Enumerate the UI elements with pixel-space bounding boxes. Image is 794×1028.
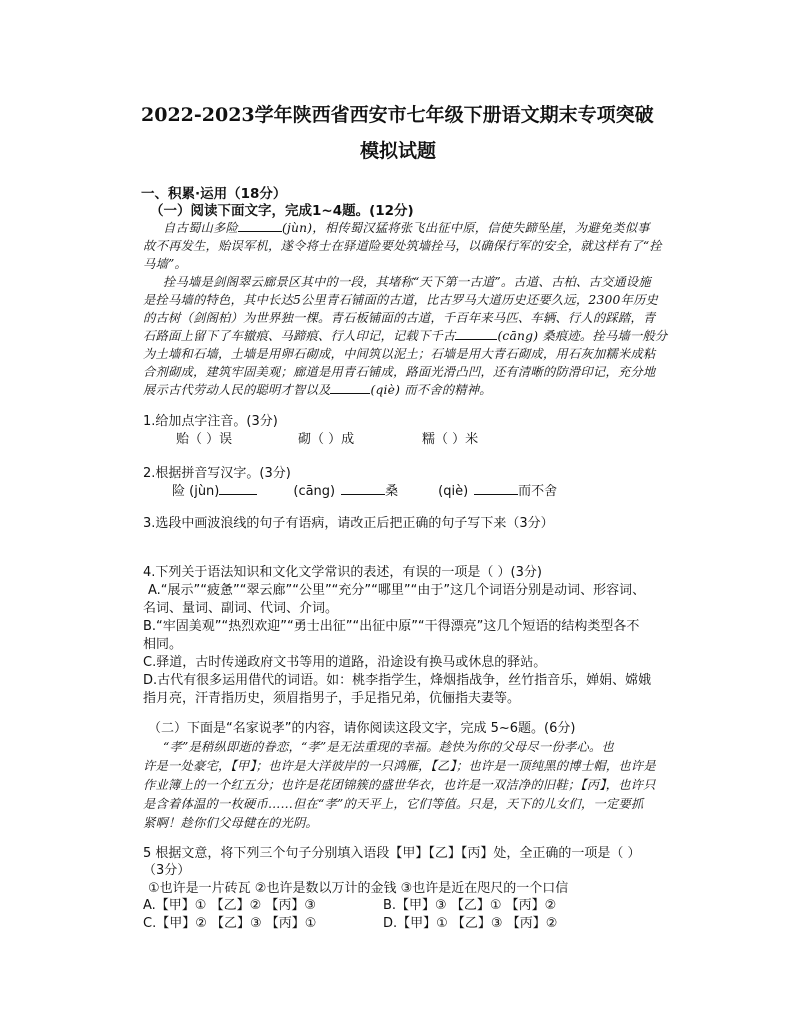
choice-a[interactable]: A.【甲】① 【乙】② 【丙】③ <box>143 898 317 913</box>
passage-line: 作业簿上的一个红五分；也许是花团锦簇的盛世华衣，也许是一双洁净的旧鞋；【丙】，也许只 <box>143 778 656 792</box>
question-stem: 1.给加点字注音。(3分) <box>143 414 278 429</box>
answer-blank[interactable] <box>219 482 257 495</box>
write-hanzi-row: 险 (jùn) (cāng) 桑 (qiè) 而不舍 <box>172 484 558 499</box>
passage-line: 是拴马墙的特色，其中长达5公里青石铺面的古道，比古罗马大道历史还要久远，2300年历史 <box>143 293 659 307</box>
question-stem: 5 根据文意，将下列三个句子分别填入语段【甲】【乙】【丙】处，全正确的一项是（ ） <box>143 846 641 861</box>
passage-line: 马墙”。 <box>143 257 187 271</box>
passage-line: “孝”是稍纵即逝的眷恋，“孝”是无法重现的幸福。趁快为你的父母尽一份孝心。也 <box>163 740 614 754</box>
passage-line: 合剂砌成，建筑牢固美观；廊道是用青石铺成，路面光滑凸凹，还有清晰的防滑印记，充分地 <box>143 365 656 379</box>
passage-line: 许是一处豪宅，【甲】；也许是大洋彼岸的一只鸿雁，【乙】；也许是一顶纯黑的博士帽，也许是 <box>143 759 656 773</box>
option-a: A.“展示”“疲惫”“翠云廊”“公里”“充分”“哪里”“由于”这几个词语分别是动词、形容词、 <box>148 583 646 598</box>
choice-b[interactable]: B.【甲】③ 【乙】① 【丙】② <box>383 898 557 913</box>
pinyin-item: 贻（ ）误 <box>176 432 233 447</box>
option-d: D.古代有很多运用借代的词语。如：桃李指学生，烽烟指战争，丝竹指音乐，婵娟、嫦娥 <box>143 673 652 688</box>
passage-line: 是含着体温的一枚硬币……但在“孝”的天平上，它们等值。只是，天下的儿女们，一定要抓 <box>143 797 644 811</box>
part1-heading: （一）阅读下面文字，完成1~4题。(12分) <box>150 203 414 219</box>
option-b: B.“牢固美观”“热烈欢迎”“勇士出征”“出征中原”“干得漂亮”这几个短语的结构类型各不 <box>143 619 640 634</box>
option-a-cont: 名词、量词、副词、代词、介词。 <box>143 601 339 616</box>
answer-blank[interactable] <box>474 482 518 495</box>
pinyin-item: 糯（ ）米 <box>422 432 479 447</box>
passage-line: 为土墙和石墙，土墙是用卵石砌成，中间筑以泥土；石墙是用大青石砌成，用石灰加糯米成粘 <box>143 347 656 361</box>
passage-line: 的古树（剑阁柏）为世界独一棵。青石板铺面的古道，千百年来马匹、车辆、行人的踩踏，青 <box>143 311 656 325</box>
answer-blank[interactable] <box>330 381 370 394</box>
passage-line: 展示古代劳动人民的聪明才智以及 (qiè) 而不舍的精神。 <box>143 383 492 397</box>
passage-line: 故不再发生，贻误军机，遂令将士在驿道险要处筑墙拴马，以确保行军的安全，就这样有了“拴 <box>143 239 662 253</box>
question-stem-cont: （3分） <box>143 863 191 878</box>
answer-blank[interactable] <box>341 482 385 495</box>
question-stem: 4.下列关于语法知识和文化文学常识的表述，有误的一项是（ ）(3分) <box>143 565 542 580</box>
answer-blank[interactable] <box>455 327 497 340</box>
section-heading: 一、积累·运用（18分） <box>141 186 287 202</box>
passage-line: 石路面上留下了车辙痕、马蹄痕、行人印记，记载下千古 (cāng) 桑痕迹。拴马墙一般分 <box>143 329 668 343</box>
pinyin-item: 砌（ ）成 <box>298 432 355 447</box>
question-stem: 2.根据拼音写汉字。(3分) <box>143 466 291 481</box>
option-b-cont: 相同。 <box>143 637 183 652</box>
passage-line: 自古蜀山多险 (jùn)，相传蜀汉猛将张飞出征中原，信使失蹄坠崖，为避免类似事 <box>163 221 650 235</box>
sentence-options: ①也许是一片砖瓦 ②也许是数以万计的金钱 ③也许是近在咫尺的一个口信 <box>148 881 569 896</box>
option-d-cont: 指月亮，汗青指历史，须眉指男子，手足指兄弟，伉俪指夫妻等。 <box>143 691 521 706</box>
passage-line: 紧啊！趁你们父母健在的光阴。 <box>143 816 318 830</box>
choice-d[interactable]: D.【甲】① 【乙】③ 【丙】② <box>383 916 558 931</box>
answer-blank[interactable] <box>238 219 282 232</box>
option-c: C.驿道，古时传递政府文书等用的道路，沿途设有换马或休息的驿站。 <box>143 655 547 670</box>
passage-line: 拴马墙是剑阁翠云廊景区其中的一段，其堵称“天下第一古道”。古道、古柏、古交通设施 <box>163 275 651 289</box>
page-title: 2022-2023学年陕西省西安市七年级下册语文期末专项突破 <box>141 104 654 126</box>
question-stem: 3.选段中画波浪线的句子有语病，请改正后把正确的句子写下来（3分） <box>143 516 554 531</box>
choice-c[interactable]: C.【甲】② 【乙】③ 【丙】① <box>143 916 317 931</box>
page-subtitle: 模拟试题 <box>360 140 437 162</box>
part2-heading: （二）下面是“名家说孝”的内容，请你阅读这段文字，完成 5~6题。(6分) <box>148 721 576 736</box>
